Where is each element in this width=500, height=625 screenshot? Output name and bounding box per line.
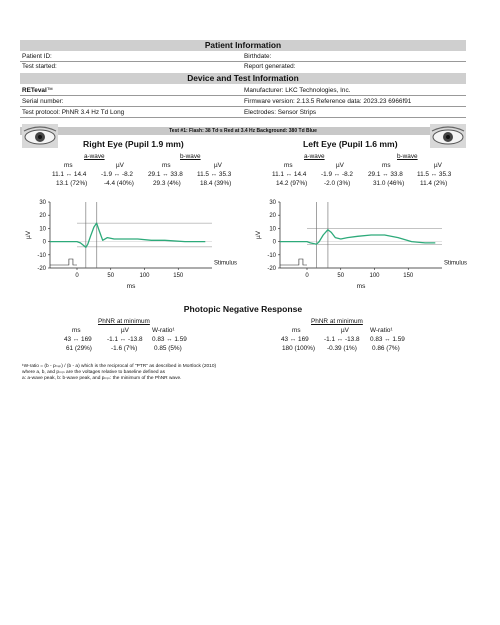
device-row-3 xyxy=(22,108,466,117)
phnr-left-table xyxy=(220,317,470,357)
b-wave-label: b-wave xyxy=(397,153,418,160)
patient-id-label: Patient ID: xyxy=(22,53,52,60)
y-tick-label: 0 xyxy=(272,239,276,246)
x-axis-label: ms xyxy=(356,283,366,290)
value-cell: 180 (100%) xyxy=(282,345,316,352)
device-name-suffix: ™ xyxy=(46,87,54,94)
col-uv-2: µV xyxy=(434,162,442,169)
value-cell: -0.39 (1%) xyxy=(327,345,357,352)
ref-cell: -1.9 ↔ -8.2 xyxy=(321,171,353,178)
manufacturer-text: Manufacturer: LKC Technologies, Inc. xyxy=(244,87,351,94)
ref-cell: -1.1 ↔ -13.8 xyxy=(324,336,360,343)
firmware-text: Firmware version: 2.13.5 Reference data: 2023.23 6966f91 xyxy=(244,98,412,105)
patient-info-header: Patient Information xyxy=(20,40,466,51)
footnote-line: ¹W-ratio = (b - pₘᵢₙ) / (b - a) which is the reciprocal of "PTR" as described in Mortlock (2010) xyxy=(22,364,217,369)
value-cell: 29.3 (4%) xyxy=(153,180,181,187)
stimulus-label: Stimulus xyxy=(214,260,238,267)
y-tick-label: -10 xyxy=(267,252,276,259)
phnr-header: PhNR at minimum xyxy=(98,318,150,325)
device-name-text: RETeval xyxy=(22,87,47,94)
erg-waveform xyxy=(50,223,205,247)
col-uv: µV xyxy=(341,327,349,334)
patient-id-row xyxy=(22,52,466,61)
col-uv: µV xyxy=(121,327,129,334)
value-cell: -4.4 (40%) xyxy=(104,180,134,187)
test-conditions-bar: Test #1: Flash: 38 Td·s Red at 3.4 Hz Background: 380 Td Blue xyxy=(20,127,466,135)
device-row-1 xyxy=(22,86,466,95)
ref-cell: -1.1 ↔ -13.8 xyxy=(107,336,143,343)
protocol-text: Test protocol: PhNR 3.4 Hz Td Long xyxy=(22,109,125,116)
y-tick-label: -20 xyxy=(37,266,46,272)
value-cell: -1.6 (7%) xyxy=(111,345,138,352)
value-cell: 31.0 (46%) xyxy=(373,180,405,187)
y-tick-label: 20 xyxy=(39,213,46,220)
col-ms-1: ms xyxy=(284,162,293,169)
value-cell: 11.4 (2%) xyxy=(420,180,448,187)
y-tick-label: -10 xyxy=(37,252,46,259)
ref-cell: 29.1 ↔ 33.8 xyxy=(368,171,403,178)
footnote-line: where a, b, and pₘᵢₙ are the voltages relative to baseline defined as xyxy=(22,370,165,375)
col-ms-2: ms xyxy=(382,162,391,169)
ref-cell: 0.83 ↔ 1.59 xyxy=(370,336,405,343)
x-tick-label: 0 xyxy=(305,273,309,279)
y-tick-label: 30 xyxy=(269,200,276,206)
ref-cell: 11.5 ↔ 35.3 xyxy=(417,171,452,178)
left-eye-icon xyxy=(430,124,466,148)
device-name xyxy=(22,87,53,94)
stimulus-trace xyxy=(50,259,77,265)
divider xyxy=(20,117,466,118)
x-axis-label: ms xyxy=(126,283,136,290)
ref-cell: 11.1 ↔ 14.4 xyxy=(52,171,87,178)
ref-cell: 11.1 ↔ 14.4 xyxy=(272,171,307,178)
footnote-line: a: a-wave peak, b: b-wave peak, and pₘᵢₙ: the minimum of the PhNR wave. xyxy=(22,376,182,381)
left-eye-table xyxy=(220,152,470,192)
y-tick-label: -20 xyxy=(267,266,276,272)
erg-waveform xyxy=(280,230,435,245)
report-generated-label: Report generated: xyxy=(244,63,296,70)
value-cell: 61 (29%) xyxy=(66,345,92,352)
value-cell: 0.86 (7%) xyxy=(372,345,400,352)
stimulus-label: Stimulus xyxy=(444,260,468,267)
right-eye-title: Right Eye (Pupil 1.9 mm) xyxy=(83,139,184,149)
col-uv-1: µV xyxy=(336,162,344,169)
col-wratio: W-ratio¹ xyxy=(152,327,175,334)
test-started-label: Test started: xyxy=(22,63,57,70)
col-wratio: W-ratio¹ xyxy=(370,327,393,334)
value-cell: 13.1 (72%) xyxy=(56,180,88,187)
device-info-header: Device and Test Information xyxy=(20,73,466,84)
col-ms-2: ms xyxy=(162,162,171,169)
left-eye-erg-chart xyxy=(250,196,475,308)
ref-cell: 11.5 ↔ 35.3 xyxy=(197,171,232,178)
y-tick-label: 30 xyxy=(39,200,46,206)
device-row-2 xyxy=(22,97,466,106)
y-tick-label: 20 xyxy=(269,213,276,220)
right-eye-erg-chart xyxy=(20,196,245,308)
ref-cell: 29.1 ↔ 33.8 xyxy=(148,171,183,178)
phnr-title: Photopic Negative Response xyxy=(183,304,303,314)
left-eye-title: Left Eye (Pupil 1.6 mm) xyxy=(303,139,398,149)
phnr-right-table xyxy=(0,317,250,357)
ref-cell: 43 ↔ 169 xyxy=(281,336,309,343)
value-cell: 0.85 (5%) xyxy=(154,345,182,352)
ref-cell: 43 ↔ 169 xyxy=(64,336,92,343)
phnr-header: PhNR at minimum xyxy=(311,318,363,325)
col-ms: ms xyxy=(72,327,81,334)
x-tick-label: 0 xyxy=(75,273,79,279)
x-tick-label: 150 xyxy=(173,273,184,279)
serial-label: Serial number: xyxy=(22,98,64,105)
y-axis-label: µV xyxy=(255,230,262,240)
col-uv-1: µV xyxy=(116,162,124,169)
divider xyxy=(20,106,466,107)
a-wave-label: a-wave xyxy=(84,153,105,160)
col-ms-1: ms xyxy=(64,162,73,169)
stimulus-trace xyxy=(280,259,307,265)
value-cell: -2.0 (3%) xyxy=(324,180,351,187)
col-ms: ms xyxy=(292,327,301,334)
right-eye-table xyxy=(0,152,250,192)
birthdate-label: Birthdate: xyxy=(244,53,272,60)
ref-cell: 0.83 ↔ 1.59 xyxy=(152,336,187,343)
right-eye-icon xyxy=(22,124,58,148)
electrodes-text: Electrodes: Sensor Strips xyxy=(244,109,317,116)
x-tick-label: 150 xyxy=(403,273,414,279)
col-uv-2: µV xyxy=(214,162,222,169)
y-tick-label: 0 xyxy=(42,239,46,246)
x-tick-label: 100 xyxy=(369,273,380,279)
value-cell: 18.4 (39%) xyxy=(200,180,232,187)
x-tick-label: 50 xyxy=(107,273,115,279)
divider xyxy=(20,95,466,96)
x-tick-label: 50 xyxy=(337,273,345,279)
y-tick-label: 10 xyxy=(39,226,46,233)
b-wave-label: b-wave xyxy=(180,153,201,160)
a-wave-label: a-wave xyxy=(304,153,325,160)
test-started-row xyxy=(22,62,466,71)
y-tick-label: 10 xyxy=(269,226,276,233)
y-axis-label: µV xyxy=(25,230,32,240)
ref-cell: -1.9 ↔ -8.2 xyxy=(101,171,133,178)
value-cell: 14.2 (97%) xyxy=(276,180,308,187)
x-tick-label: 100 xyxy=(139,273,150,279)
